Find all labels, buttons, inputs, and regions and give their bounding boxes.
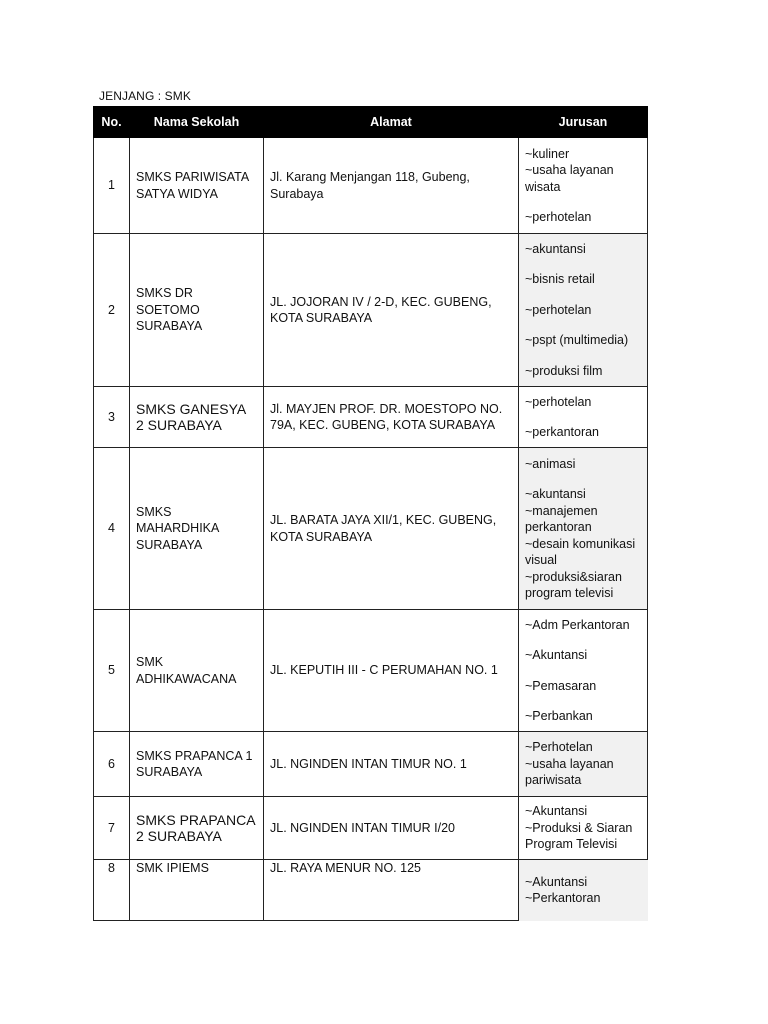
school-majors [519,138,648,234]
school-name: SMKS GANESYA 2 SURABAYA [130,387,264,448]
major-spacer [525,472,641,486]
major-item: ~Akuntansi [525,648,588,662]
row-number: 8 [94,860,130,921]
major-spacer [525,257,641,271]
major-item: ~perhotelan [525,210,592,224]
row-number: 3 [94,387,130,448]
school-name: SMKS PRAPANCA 2 SURABAYA [130,797,264,860]
table-row [94,234,648,387]
school-table [93,106,648,921]
major-item: ~bisnis retail [525,272,595,287]
table-row [94,732,648,797]
row-number: 2 [94,234,130,387]
school-majors [519,860,648,921]
header-address: Alamat [264,107,519,138]
major-item: ~Akuntansi [525,804,588,819]
table-row [94,138,648,234]
major-item: ~akuntansi [525,241,586,256]
major-item: ~desain komunikasi visual [525,536,636,567]
school-majors [519,234,648,387]
row-number: 4 [94,448,130,610]
row-number: 5 [94,610,130,732]
table-row [94,448,648,610]
major-item: ~produksi&siaran program televisi [525,569,622,600]
school-address: JL. NGINDEN INTAN TIMUR I/20 [264,797,519,860]
table-row [94,797,648,860]
major-item: ~Akuntansi [525,874,588,889]
major-spacer [525,694,641,708]
school-name: SMK IPIEMS [130,860,264,921]
table-row [94,860,648,921]
school-majors [519,797,648,860]
school-address: JL. KEPUTIH III - C PERUMAHAN NO. 1 [264,610,519,732]
major-spacer [525,410,641,424]
school-name: SMKS MAHARDHIKA SURABAYA [130,448,264,610]
major-spacer [525,318,641,332]
header-majors: Jurusan [519,107,648,138]
row-number: 7 [94,797,130,860]
header-no: No. [94,107,130,138]
major-item: ~usaha layanan wisata [525,163,614,194]
school-name: SMKS PARIWISATA SATYA WIDYA [130,138,264,234]
school-majors [519,732,648,797]
major-item: ~perhotelan [525,394,592,409]
row-number: 1 [94,138,130,234]
major-item: ~produksi film [525,363,603,378]
major-spacer [525,633,641,647]
school-address: Jl. MAYJEN PROF. DR. MOESTOPO NO. 79A, KEC. GUBENG, KOTA SURABAYA [264,387,519,448]
major-item: ~Perhotelan [525,740,593,755]
school-address: JL. JOJORAN IV / 2-D, KEC. GUBENG, KOTA SURABAYA [264,234,519,387]
table-row [94,610,648,732]
major-item: ~kuliner [525,146,570,161]
major-item: ~usaha layanan pariwisata [525,756,614,788]
major-spacer [525,288,641,302]
major-item: ~akuntansi [525,487,586,501]
school-majors [519,387,648,448]
major-item: ~manajemen perkantoran [525,503,598,534]
row-number: 6 [94,732,130,797]
school-name: SMKS DR SOETOMO SURABAYA [130,234,264,387]
major-item: ~Produksi & Siaran Program Televisi [525,820,633,852]
major-item: ~Perkantoran [525,891,601,906]
major-item: ~Pemasaran [525,678,597,693]
school-address: JL. RAYA MENUR NO. 125 [264,860,519,921]
major-item: ~perhotelan [525,302,592,317]
school-majors [519,448,648,610]
major-spacer [525,349,641,363]
major-spacer [525,664,641,678]
school-address: Jl. Karang Menjangan 118, Gubeng, Surabaya [264,138,519,234]
major-item: ~Perbankan [525,709,593,723]
school-address: JL. NGINDEN INTAN TIMUR NO. 1 [264,732,519,797]
school-name: SMK ADHIKAWACANA [130,610,264,732]
major-item: ~Adm Perkantoran [525,617,630,632]
education-level-label: JENJANG : SMK [99,89,191,103]
school-majors [519,610,648,732]
major-spacer [525,195,641,209]
table-row [94,387,648,448]
major-item: ~pspt (multimedia) [525,333,629,348]
table-header-row [94,107,648,138]
header-school-name: Nama Sekolah [130,107,264,138]
major-item: ~perkantoran [525,425,600,439]
school-name: SMKS PRAPANCA 1 SURABAYA [130,732,264,797]
major-item: ~animasi [525,456,576,471]
school-address: JL. BARATA JAYA XII/1, KEC. GUBENG, KOTA SURABAYA [264,448,519,610]
